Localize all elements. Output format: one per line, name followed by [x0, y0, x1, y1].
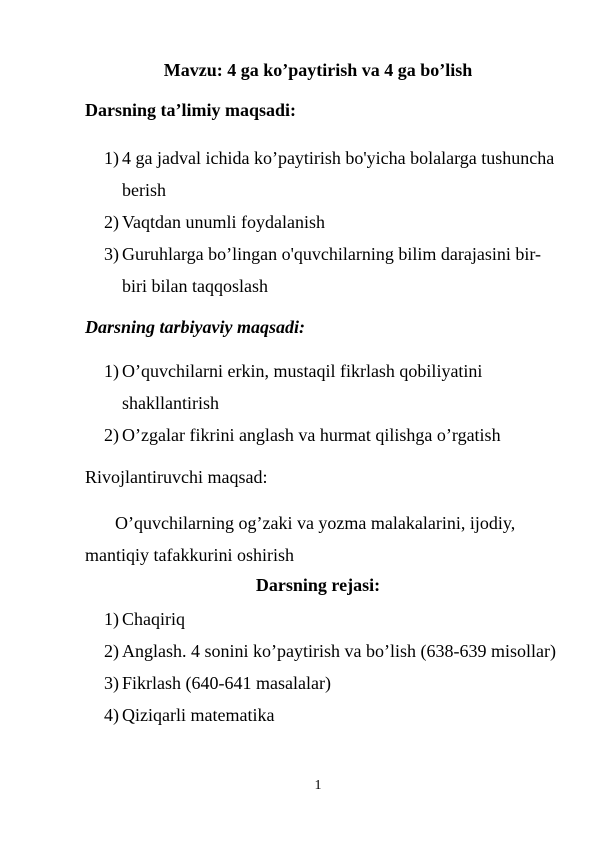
list-item-number: 1) [104, 609, 119, 629]
list-item [104, 206, 564, 238]
list-item [104, 667, 564, 699]
list-item-text: 4 ga jadval ichida ko’paytirish bo'yicha bolalarga tushuncha berish [122, 148, 555, 200]
list-item-text: O’quvchilarni erkin, mustaqil fikrlash qobiliyatini shakllantirish [122, 361, 483, 413]
list-item [104, 699, 564, 731]
lesson-title: Mavzu: 4 ga ko’paytirish va 4 ga bo’lish [163, 60, 473, 80]
list-item [104, 355, 564, 419]
list-item [104, 238, 564, 302]
upbringing-goal-list [104, 355, 564, 451]
list-item-text: Chaqiriq [122, 609, 185, 629]
page-number: 1 [314, 778, 322, 793]
developmental-goal-heading: Rivojlantiruvchi maqsad: [85, 467, 268, 487]
list-item-number: 3) [104, 244, 119, 264]
list-item-number: 2) [104, 425, 119, 445]
list-item [104, 142, 564, 206]
list-item-text: Guruhlarga bo’lingan o'quvchilarning bilim darajasini bir-biri bilan taqqoslash [122, 244, 541, 296]
upbringing-goal-heading: Darsning tarbiyaviy maqsadi: [85, 317, 306, 337]
list-item [104, 603, 564, 635]
educational-goal-heading: Darsning ta’limiy maqsadi: [85, 100, 297, 120]
list-item-number: 2) [104, 641, 119, 661]
list-item-text: O’zgalar fikrini anglash va hurmat qilishga o’rgatish [122, 425, 501, 445]
list-item-text: Qiziqarli matematika [122, 705, 275, 725]
list-item-text: Fikrlash (640-641 masalalar) [122, 673, 331, 693]
lesson-plan-heading: Darsning rejasi: [255, 575, 381, 595]
educational-goal-list [104, 142, 564, 302]
developmental-goal-paragraph: O’quvchilarning og’zaki va yozma malakalarini, ijodiy, mantiqiy tafakkurini oshirish [85, 513, 516, 565]
list-item [104, 419, 564, 451]
list-item-number: 1) [104, 148, 119, 168]
lesson-plan-list [104, 603, 564, 731]
list-item-text: Anglash. 4 sonini ko’paytirish va bo’lish (638-639 misollar) [122, 641, 556, 661]
list-item-text: Vaqtdan unumli foydalanish [122, 212, 325, 232]
list-item-number: 4) [104, 705, 119, 725]
list-item-number: 3) [104, 673, 119, 693]
list-item [104, 635, 564, 667]
list-item-number: 1) [104, 361, 119, 381]
list-item-number: 2) [104, 212, 119, 232]
